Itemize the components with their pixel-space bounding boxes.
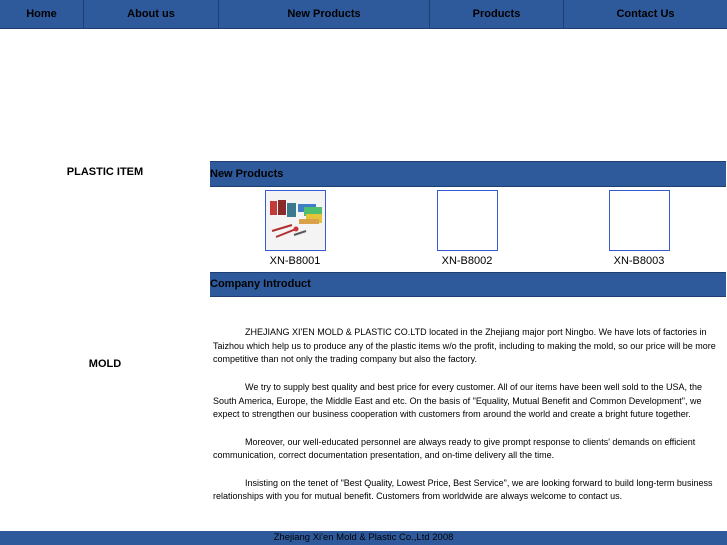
mold-heading: MOLD [88,358,122,370]
company-intro-text [213,326,723,518]
product-photo-icon [266,191,325,250]
product-label[interactable]: XN-B8001 [269,255,321,267]
product-label[interactable]: XN-B8003 [613,255,665,267]
sidebar-item-injection-mold[interactable]: Injection mold [30,383,80,392]
sidebar-item-laundry-accessories[interactable]: Laundry Accessories [30,191,104,200]
main-navigation [0,0,727,29]
nav-products[interactable]: Products [430,0,564,28]
sidebar-item-baby-products[interactable]: Baby products [30,287,82,296]
sidebar-item-cleaning-products[interactable]: Cleaning products [30,215,95,224]
intro-paragraph: Moreover, our well-educated personnel are always ready to give prompt response to clients' demands on efficient communication, correct documentation presentation, and on-time delivery all the time. [213,436,696,461]
product-image[interactable] [437,190,498,251]
product-image[interactable] [265,190,326,251]
nav-new-products[interactable]: New Products [219,0,430,28]
product-image[interactable] [609,190,670,251]
product-card [589,188,689,267]
company-intro-title: Company Introduct [210,272,726,297]
sidebar-item-kitchenware[interactable]: Kitchenware [30,263,75,272]
sidebar-item-bathroom-accessories[interactable]: Bathroom accessories [30,239,110,248]
intro-paragraph: Insisting on the tenet of "Best Quality, Lowest Price, Best Service", we are looking forward to build long-term business relationships with you for mutual benefit. Customers from worldwide are always welcome to contact us. [213,477,713,502]
nav-home[interactable]: Home [0,0,84,28]
new-products-title: New Products [210,161,726,187]
product-card [245,188,345,267]
plastic-item-heading: PLASTIC ITEM [66,166,144,178]
intro-paragraph: ZHEJIANG XI'EN MOLD & PLASTIC CO.LTD located in the Zhejiang major port Ningbo. We have lots of factories in Taizhou which help us to produce any of the plastic items w/o the profit, including to making the mold, so our price will be more competitive than not only the trading company but also the factory. [213,327,716,365]
nav-about-us[interactable]: About us [84,0,219,28]
intro-paragraph: We try to supply best quality and best price for every customer. All of our items have been well sold to the USA, the South America, Europe, the Middle East and etc. On the basis of "Equality, Mutual Benefit and Common Development", we expect to strengthen our business cooperation with customers from around the world and create a bright future together. [213,381,703,420]
sidebar-item-pet-mold[interactable]: Pet mold [30,407,62,416]
footer: Zhejiang Xi'en Mold & Plastic Co.,Ltd 2008 [0,531,727,545]
sidebar-item-other-products[interactable]: Other products [30,335,83,344]
sidebar [0,160,210,424]
nav-contact-us[interactable]: Contact Us [616,8,675,20]
sidebar-item-bag[interactable]: Bag [30,311,45,320]
product-card [417,188,517,267]
new-products-grid [210,188,726,272]
product-label[interactable]: XN-B8002 [441,255,493,267]
